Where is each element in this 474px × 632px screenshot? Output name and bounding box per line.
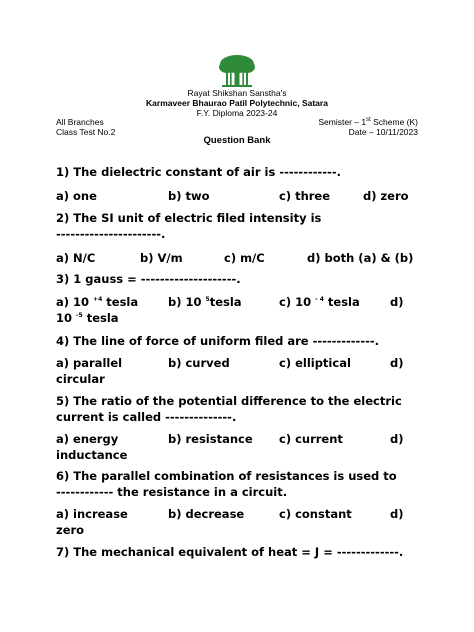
option-c: c) constant [279, 507, 352, 521]
option-d-continued: 10 $^{-5}$ tesla [56, 311, 119, 325]
question-2: 2) The SI unit of electric filed intensity is ----------------------. [56, 211, 322, 241]
option-a: a) one [56, 189, 97, 203]
banyan-tree-logo-icon [218, 54, 256, 88]
option-a: a) energy [56, 432, 119, 446]
option-c: c) 10 $^{- 4}$ tesla [279, 295, 360, 309]
option-a: a) increase [56, 507, 128, 521]
branches-label: All Branches [56, 117, 104, 127]
option-d: d) [390, 356, 404, 370]
question-3: 3) 1 gauss = --------------------. [56, 272, 241, 286]
option-d: d) [390, 432, 404, 446]
option-d: d) [390, 295, 404, 309]
option-d-continued: circular [56, 372, 105, 386]
option-b: b) V/m [140, 251, 183, 265]
question-1: 1) The dielectric constant of air is ------------. [56, 165, 341, 179]
option-c: c) m/C [224, 251, 265, 265]
option-d: d) both (a) & (b) [307, 251, 414, 265]
option-b: b) resistance [168, 432, 253, 446]
question-6: 6) The parallel combination of resistances is used to ------------ the resistance in a circuit. [56, 469, 397, 499]
option-b: b) curved [168, 356, 230, 370]
question-5: 5) The ratio of the potential difference to the electric current is called --------------. [56, 394, 402, 424]
option-d: d) [390, 507, 404, 521]
document-title: Question Bank [203, 135, 271, 146]
test-label: Class Test No.2 [56, 127, 116, 137]
option-c: c) elliptical [279, 356, 351, 370]
society-name: Rayat Shikshan Sanstha's [187, 88, 287, 98]
semester-label: Semister – 1st Scheme (K) [318, 117, 418, 127]
option-c: c) three [279, 189, 331, 203]
option-b: b) 10 $^5$tesla [168, 295, 242, 309]
option-b: b) decrease [168, 507, 245, 521]
question-4: 4) The line of force of uniform filed are -------------. [56, 334, 380, 348]
question-7: 7) The mechanical equivalent of heat = J = -------------. [56, 545, 404, 559]
option-d: d) zero [363, 189, 409, 203]
institute-name: Karmaveer Bhaurao Patil Polytechnic, Satara [146, 98, 328, 108]
option-a: a) N/C [56, 251, 96, 265]
option-d-continued: zero [56, 523, 85, 537]
program-year: F.Y. Diploma 2023-24 [196, 108, 278, 118]
option-b: b) two [168, 189, 210, 203]
option-a: a) parallel [56, 356, 123, 370]
date-label: Date – 10/11/2023 [348, 127, 418, 137]
option-c: c) current [279, 432, 343, 446]
option-a: a) 10 $^{+4}$ tesla [56, 295, 139, 309]
option-d-continued: inductance [56, 448, 128, 462]
